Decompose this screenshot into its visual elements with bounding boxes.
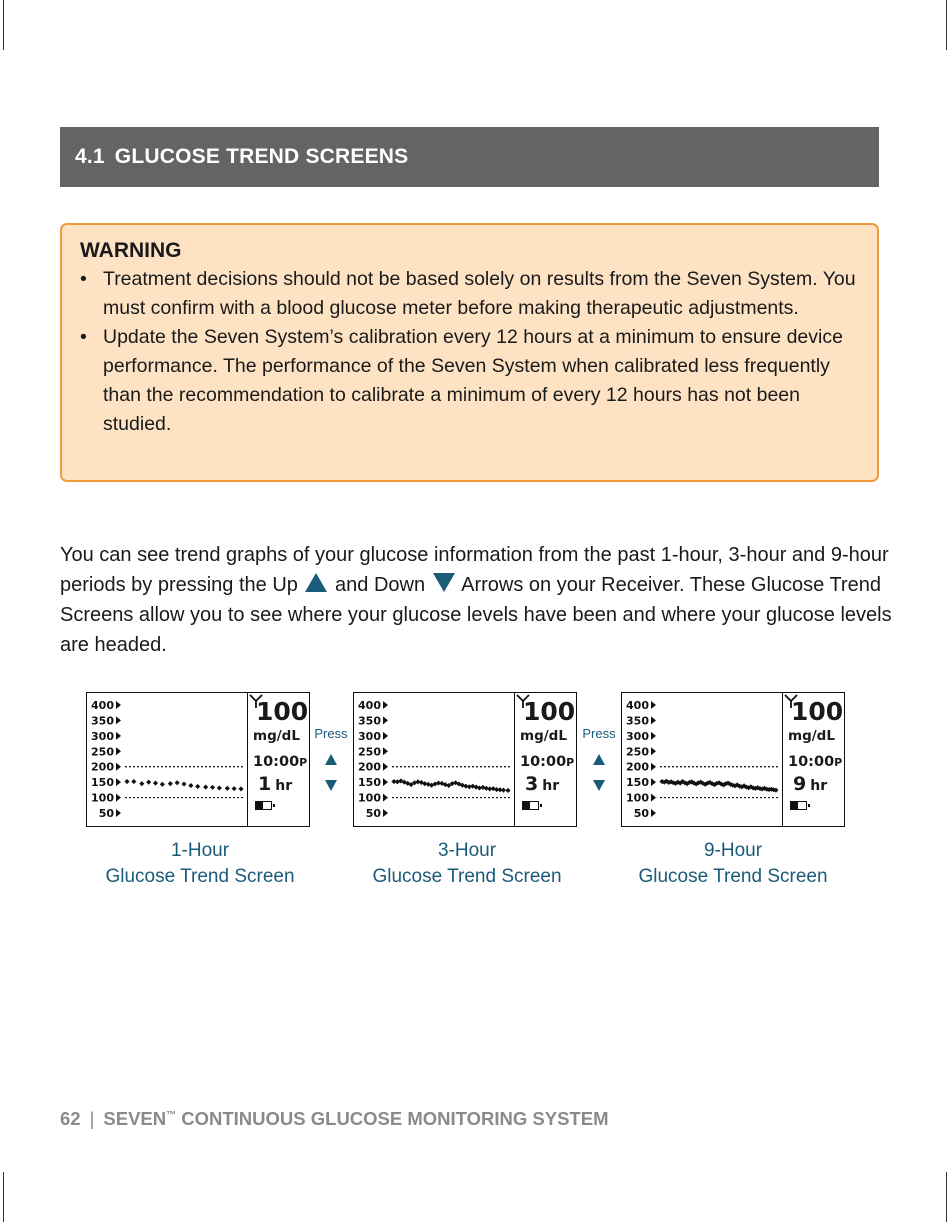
screen-caption [613,838,853,890]
y-tick-marker [116,809,121,817]
y-tick-label: 350 [358,714,381,728]
y-tick-marker [116,716,121,724]
glucose-point [195,784,200,789]
trend-hours-unit: hr [810,778,828,794]
glucose-point [131,779,136,784]
screen-caption [347,838,587,890]
crop-mark [3,0,4,50]
caption-line: 9-Hour [703,840,763,861]
y-tick-marker [383,716,388,724]
trend-graph [354,693,514,826]
intro-text: and Down [335,574,426,596]
clock [520,754,574,770]
crop-mark [946,0,947,50]
y-tick-label: 350 [626,714,649,728]
up-arrow-icon [593,754,605,765]
trend-hours: 9 [793,773,807,795]
glucose-point [188,783,193,788]
trend-hours: 1 [258,773,272,795]
footer-brand: SEVEN [103,1108,167,1129]
glucose-point [139,781,144,786]
y-tick-marker [116,701,121,709]
y-tick-label: 50 [633,807,649,820]
page-footer [60,1108,608,1130]
intro-text: Arrows on your Receiver. These Glucose Trend Screens allow you to see where your glucose levels have been and where your glucose levels are headed. [60,574,892,656]
trend-period [525,773,559,795]
battery-icon [790,801,807,810]
y-tick-label: 400 [626,699,649,712]
caption-line: 1-Hour [170,840,230,861]
y-tick-label: 50 [98,807,114,820]
trend-hours-unit: hr [275,778,293,794]
glucose-unit: mg/dL [253,728,300,744]
trend-period [793,773,827,795]
trend-hours: 3 [525,773,539,795]
y-tick-label: 300 [91,729,114,743]
trademark: ™ [166,1109,177,1121]
y-tick-marker [383,809,388,817]
trend-hours-unit: hr [542,778,560,794]
clock [253,754,307,770]
footer-title: CONTINUOUS GLUCOSE MONITORING SYSTEM [176,1108,609,1129]
glucose-point [225,786,230,791]
y-tick-label: 150 [91,776,114,790]
up-arrow-icon [325,754,337,765]
y-tick-label: 400 [91,699,114,712]
y-tick-marker [651,794,656,802]
caption-line: 3-Hour [437,840,497,861]
y-tick-marker [116,747,121,755]
caption-line: Glucose Trend Screen [638,866,828,887]
glucose-point [501,788,506,793]
trend-graph [622,693,782,826]
y-tick-marker [383,794,388,802]
clock [788,754,842,770]
y-tick-label: 50 [365,807,381,820]
y-tick-label: 400 [358,699,381,712]
y-tick-marker [651,778,656,786]
y-tick-marker [383,732,388,740]
trend-screen-9-hour [621,692,845,827]
glucose-point [238,786,243,791]
y-tick-marker [651,747,656,755]
antenna-icon [515,693,531,709]
clock-ampm: P [834,756,843,769]
trend-graph [87,693,247,826]
up-arrow-icon [305,573,327,592]
glucose-point [505,788,510,793]
y-tick-marker [383,747,388,755]
glucose-point [153,781,158,786]
reading-panel [782,693,845,826]
y-tick-marker [116,763,121,771]
y-tick-label: 200 [358,760,381,774]
y-tick-marker [651,732,656,740]
footer-separator: | [89,1108,95,1129]
glucose-unit: mg/dL [520,728,567,744]
trend-screen-3-hour [353,692,577,827]
glucose-unit: mg/dL [788,728,835,744]
battery-icon [522,801,539,810]
y-tick-label: 300 [626,729,649,743]
y-tick-marker [383,763,388,771]
reading-panel [514,693,577,826]
y-tick-label: 200 [91,760,114,774]
y-tick-label: 100 [358,791,381,805]
glucose-value: 100 [791,697,844,726]
y-tick-label: 150 [626,776,649,790]
clock-time: 10:00 [520,754,567,770]
clock-ampm: P [299,756,308,769]
glucose-value: 100 [256,697,309,726]
y-tick-marker [383,701,388,709]
y-tick-marker [116,732,121,740]
glucose-point [175,780,180,785]
glucose-point [168,781,173,786]
warning-item: • Update the Seven System’s calibration every 12 hours at a minimum to ensure device performance. The performance of the Seven System when calibrated less frequently than the recommendation to calibrate a minimum of every 12 hours has not been studied. [80,323,859,439]
down-arrow-icon [433,573,455,592]
y-tick-label: 250 [358,745,381,759]
warning-list [80,265,859,439]
y-tick-label: 200 [626,760,649,774]
reading-panel [247,693,310,826]
y-tick-marker [383,778,388,786]
y-tick-marker [651,763,656,771]
trend-period [258,773,292,795]
crop-mark [946,1172,947,1222]
page-number: 62 [60,1108,81,1129]
intro-paragraph [60,540,900,660]
glucose-point [217,785,222,790]
down-arrow-icon [593,780,605,791]
y-tick-label: 100 [91,791,114,805]
y-tick-marker [651,716,656,724]
glucose-point [203,785,208,790]
y-tick-label: 250 [626,745,649,759]
intro-text: You can see trend graphs of your glucose information from the past 1-hour, 3-hour and 9-hour periods by pressing the Up [60,544,889,596]
section-number: 4.1 [75,145,105,168]
section-heading [60,127,879,187]
antenna-icon [248,693,264,709]
battery-icon [255,801,272,810]
clock-ampm: P [566,756,575,769]
warning-title: WARNING [80,239,182,262]
trend-screen-1-hour [86,692,310,827]
y-tick-marker [116,778,121,786]
glucose-point [210,785,215,790]
y-tick-label: 250 [91,745,114,759]
warning-item: • Treatment decisions should not be based solely on results from the Seven System. You must confirm with a blood glucose meter before making therapeutic adjustments. [80,265,859,323]
warning-box [60,223,879,482]
glucose-point [232,786,237,791]
down-arrow-icon [325,780,337,791]
clock-time: 10:00 [253,754,300,770]
y-tick-label: 300 [358,729,381,743]
press-label: Press [582,726,616,741]
section-title: GLUCOSE TREND SCREENS [114,145,409,168]
caption-line: Glucose Trend Screen [105,866,295,887]
glucose-point [160,782,165,787]
y-tick-label: 150 [358,776,381,790]
antenna-icon [783,693,799,709]
glucose-point [181,781,186,786]
y-tick-marker [651,701,656,709]
crop-mark [3,1172,4,1222]
clock-time: 10:00 [788,754,835,770]
glucose-point [124,779,129,784]
y-tick-label: 100 [626,791,649,805]
y-tick-marker [651,809,656,817]
glucose-point [146,780,151,785]
glucose-value: 100 [523,697,576,726]
press-label: Press [314,726,348,741]
caption-line: Glucose Trend Screen [372,866,562,887]
screen-caption [80,838,320,890]
y-tick-label: 350 [91,714,114,728]
y-tick-marker [116,794,121,802]
